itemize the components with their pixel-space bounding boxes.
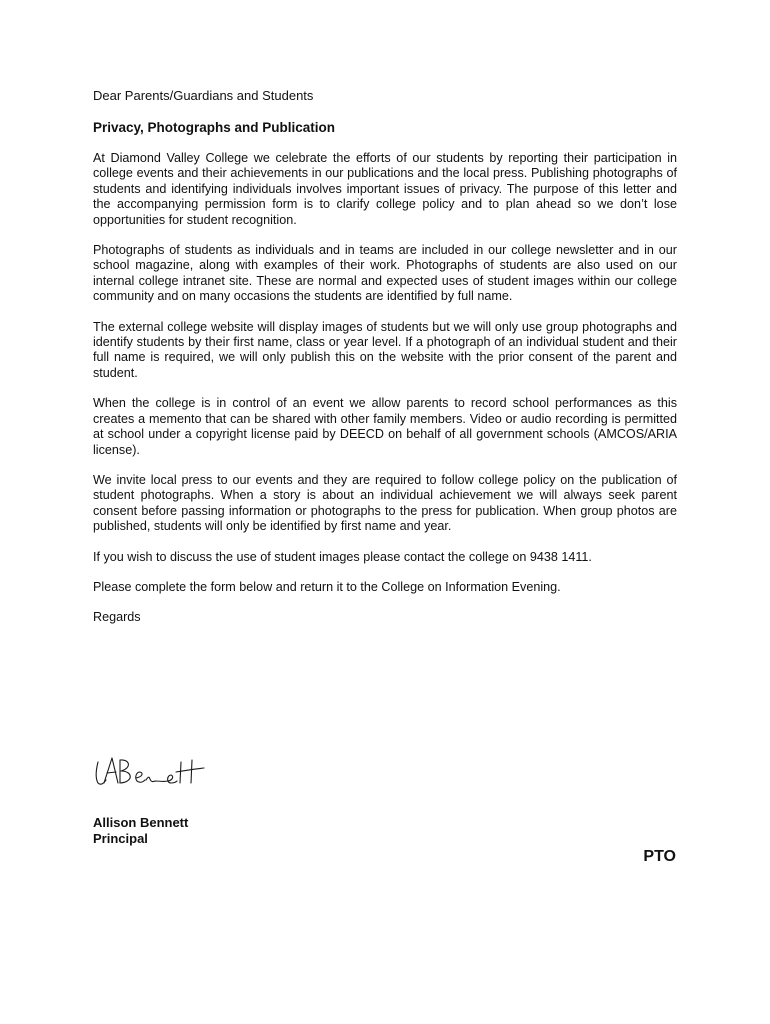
- paragraph-contact: If you wish to discuss the use of student images please contact the college on 9438 1411.: [93, 549, 592, 564]
- letter-body: [93, 151, 677, 641]
- please-turn-over: PTO: [643, 848, 676, 865]
- paragraph-internal-publications: Photographs of students as individuals and in teams are included in our college newsletter and in our school magazine, along with examples of their work. Photographs of students are also used on our internal college intranet site. These are normal and expected uses of student images within our college community and on many occasions the students are identified by full name.: [93, 243, 677, 304]
- paragraph-return-form: Please complete the form below and return it to the College on Information Evening.: [93, 579, 561, 594]
- letter-heading: Privacy, Photographs and Publication: [93, 120, 336, 135]
- handwritten-signature: [92, 752, 212, 792]
- salutation: Dear Parents/Guardians and Students: [93, 88, 314, 103]
- paragraph-local-press: We invite local press to our events and they are required to follow college policy on the publication of student photographs. When a story is about an individual achievement we will always seek parent consent before passing information or photographs to the press for publication. When group photos are published, students will only be identified by first name and year.: [93, 472, 677, 534]
- signatory-title: Principal: [93, 831, 148, 846]
- paragraph-event-recording: When the college is in control of an event we allow parents to record school performances as this creates a memento that can be shared with other family members. Video or audio recording is permitted at school under a copyright license paid by DEECD on behalf of all government schools (AMCOS/ARIA license).: [93, 396, 677, 457]
- paragraph-external-website: The external college website will display images of students but we will only use group photographs and identify students by their first name, class or year level. If a photograph of an individual student and their full name is required, we will only publish this on the website with the prior consent of the parent and student.: [93, 319, 677, 380]
- closing-regards: Regards: [93, 610, 141, 625]
- paragraph-intro: At Diamond Valley College we celebrate the efforts of our students by reporting their participation in college events and their achievements in our publications and the local press. Publishing photographs of students and identifying individuals involves important issues of privacy. The purpose of this letter and the accompanying permission form is to clarify college policy and to plan ahead so we don’t lose opportunities for student recognition.: [93, 151, 677, 227]
- signatory-name: Allison Bennett: [93, 815, 189, 830]
